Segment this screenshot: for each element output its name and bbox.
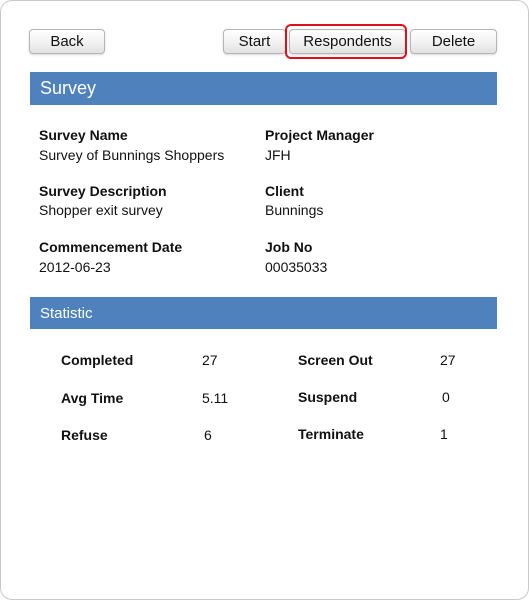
survey-name-value: Survey of Bunnings Shoppers — [39, 147, 225, 163]
screen-out-label: Screen Out — [298, 352, 373, 368]
project-manager-value: JFH — [265, 147, 291, 163]
statistic-section-header: Statistic — [30, 297, 497, 329]
completed-value: 27 — [202, 352, 218, 368]
respondents-button[interactable]: Respondents — [289, 29, 406, 54]
commencement-date-label: Commencement Date — [39, 239, 183, 255]
back-button[interactable]: Back — [29, 29, 105, 54]
terminate-label: Terminate — [298, 426, 364, 442]
terminate-value: 1 — [440, 426, 448, 442]
job-no-label: Job No — [265, 239, 313, 255]
start-button[interactable]: Start — [223, 29, 286, 54]
client-label: Client — [265, 183, 304, 199]
screen-out-value: 27 — [440, 352, 456, 368]
suspend-value: 0 — [442, 389, 450, 405]
job-no-value: 00035033 — [265, 259, 328, 275]
avg-time-value: 5.11 — [202, 390, 229, 406]
survey-description-label: Survey Description — [39, 183, 167, 199]
delete-button[interactable]: Delete — [410, 29, 497, 54]
completed-label: Completed — [61, 352, 134, 368]
survey-description-value: Shopper exit survey — [39, 202, 163, 218]
avg-time-label: Avg Time — [61, 390, 124, 406]
survey-section-header: Survey — [30, 72, 497, 105]
project-manager-label: Project Manager — [265, 127, 374, 143]
refuse-value: 6 — [204, 427, 212, 443]
client-value: Bunnings — [265, 202, 324, 218]
commencement-date-value: 2012-06-23 — [39, 259, 111, 275]
respondents-highlight — [285, 24, 407, 59]
suspend-label: Suspend — [298, 389, 358, 405]
survey-name-label: Survey Name — [39, 127, 128, 143]
refuse-label: Refuse — [61, 427, 108, 443]
